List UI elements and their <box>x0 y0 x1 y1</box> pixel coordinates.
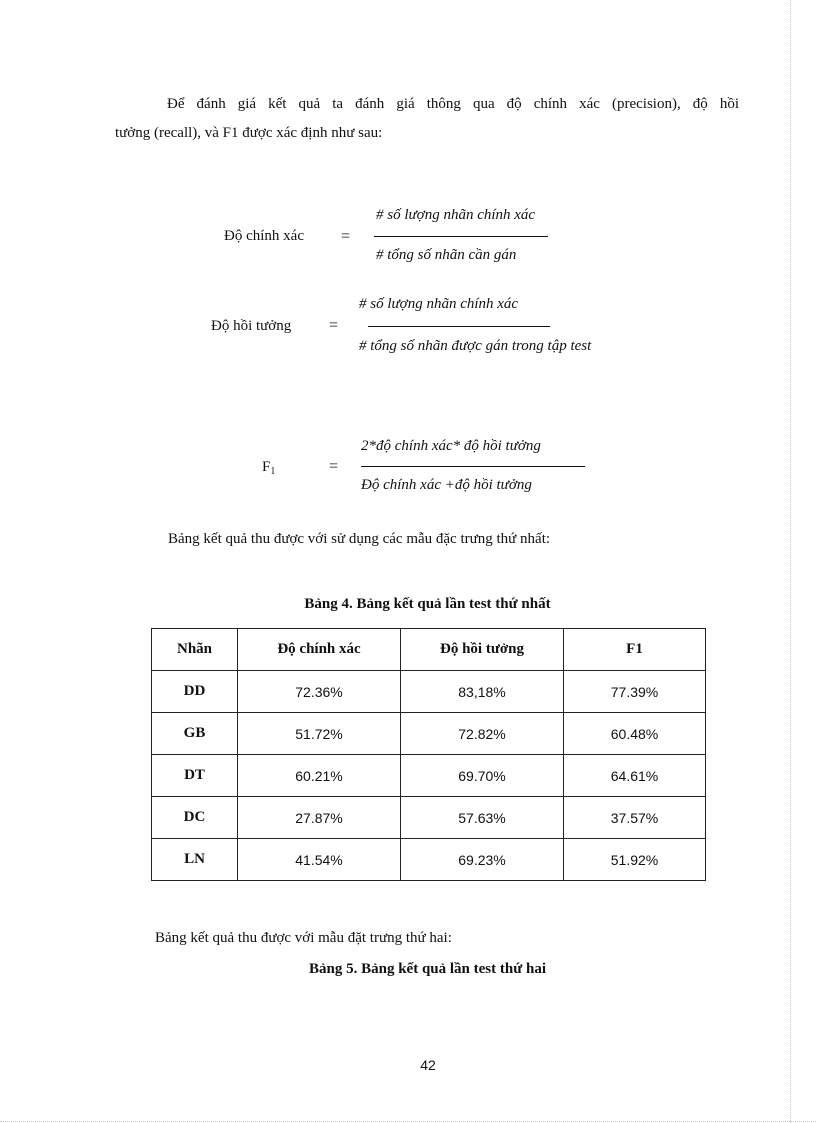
cell-recall: 72.82% <box>401 713 564 755</box>
intro-line-1: Để đánh giá kết quả ta đánh giá thông qua độ chính xác (precision), độ hồi <box>167 96 739 112</box>
cell-precision: 27.87% <box>238 797 401 839</box>
cell-precision: 51.72% <box>238 713 401 755</box>
cell-recall: 83,18% <box>401 671 564 713</box>
cell-f1: 64.61% <box>564 755 706 797</box>
table4-title: Bảng 4. Bảng kết quả lần test thứ nhất <box>304 596 551 612</box>
recall-equals: = <box>329 317 339 334</box>
table-row <box>152 755 706 797</box>
results-table <box>151 628 706 881</box>
recall-denominator: # tổng số nhãn được gán trong tập test <box>359 338 592 354</box>
header-f1: F1 <box>564 629 706 671</box>
table4-intro-text: Bảng kết quả thu được với sử dụng các mẫu đặc trưng thứ nhất: <box>168 531 551 547</box>
precision-fraction-line <box>374 236 548 237</box>
f1-equals: = <box>329 458 339 475</box>
precision-numerator: # số lượng nhãn chính xác <box>376 207 536 223</box>
f1-label <box>262 459 275 477</box>
recall-numerator: # số lượng nhãn chính xác <box>359 296 519 312</box>
precision-label: Độ chính xác <box>224 228 304 244</box>
precision-denominator: # tổng số nhãn cần gán <box>376 247 517 263</box>
f1-label-subscript: 1 <box>270 466 276 477</box>
f1-denominator: Độ chính xác +độ hồi tưởng <box>361 477 532 493</box>
cell-f1: 77.39% <box>564 671 706 713</box>
cell-precision: 60.21% <box>238 755 401 797</box>
page-margin-line-bottom <box>0 1121 816 1122</box>
cell-f1: 37.57% <box>564 797 706 839</box>
intro-paragraph <box>115 90 739 148</box>
cell-recall: 69.70% <box>401 755 564 797</box>
cell-precision: 72.36% <box>238 671 401 713</box>
header-label: Nhãn <box>152 629 238 671</box>
precision-equals: = <box>341 228 351 245</box>
page-margin-line-right <box>790 0 791 1123</box>
row-label: LN <box>152 839 238 881</box>
table-row <box>152 839 706 881</box>
row-label: GB <box>152 713 238 755</box>
table-row <box>152 797 706 839</box>
page-number: 42 <box>420 1057 436 1073</box>
header-precision: Độ chính xác <box>238 629 401 671</box>
f1-label-main: F <box>262 459 271 475</box>
cell-f1: 60.48% <box>564 713 706 755</box>
f1-fraction-line <box>361 466 585 467</box>
cell-precision: 41.54% <box>238 839 401 881</box>
header-recall: Độ hồi tưởng <box>401 629 564 671</box>
cell-recall: 69.23% <box>401 839 564 881</box>
intro-line-2: tưởng (recall), và F1 được xác định như sau: <box>115 125 383 141</box>
recall-fraction-line <box>368 326 550 327</box>
row-label: DT <box>152 755 238 797</box>
table-header-row <box>152 629 706 671</box>
row-label: DC <box>152 797 238 839</box>
cell-f1: 51.92% <box>564 839 706 881</box>
cell-recall: 57.63% <box>401 797 564 839</box>
row-label: DD <box>152 671 238 713</box>
table5-intro-text: Bảng kết quả thu được với mẫu đặt trưng thứ hai: <box>155 930 452 946</box>
table5-title: Bảng 5. Bảng kết quả lần test thứ hai <box>309 961 546 977</box>
recall-label: Độ hồi tưởng <box>211 318 292 334</box>
table-row <box>152 713 706 755</box>
f1-numerator: 2*độ chính xác* độ hồi tưởng <box>361 438 541 454</box>
table-row <box>152 671 706 713</box>
